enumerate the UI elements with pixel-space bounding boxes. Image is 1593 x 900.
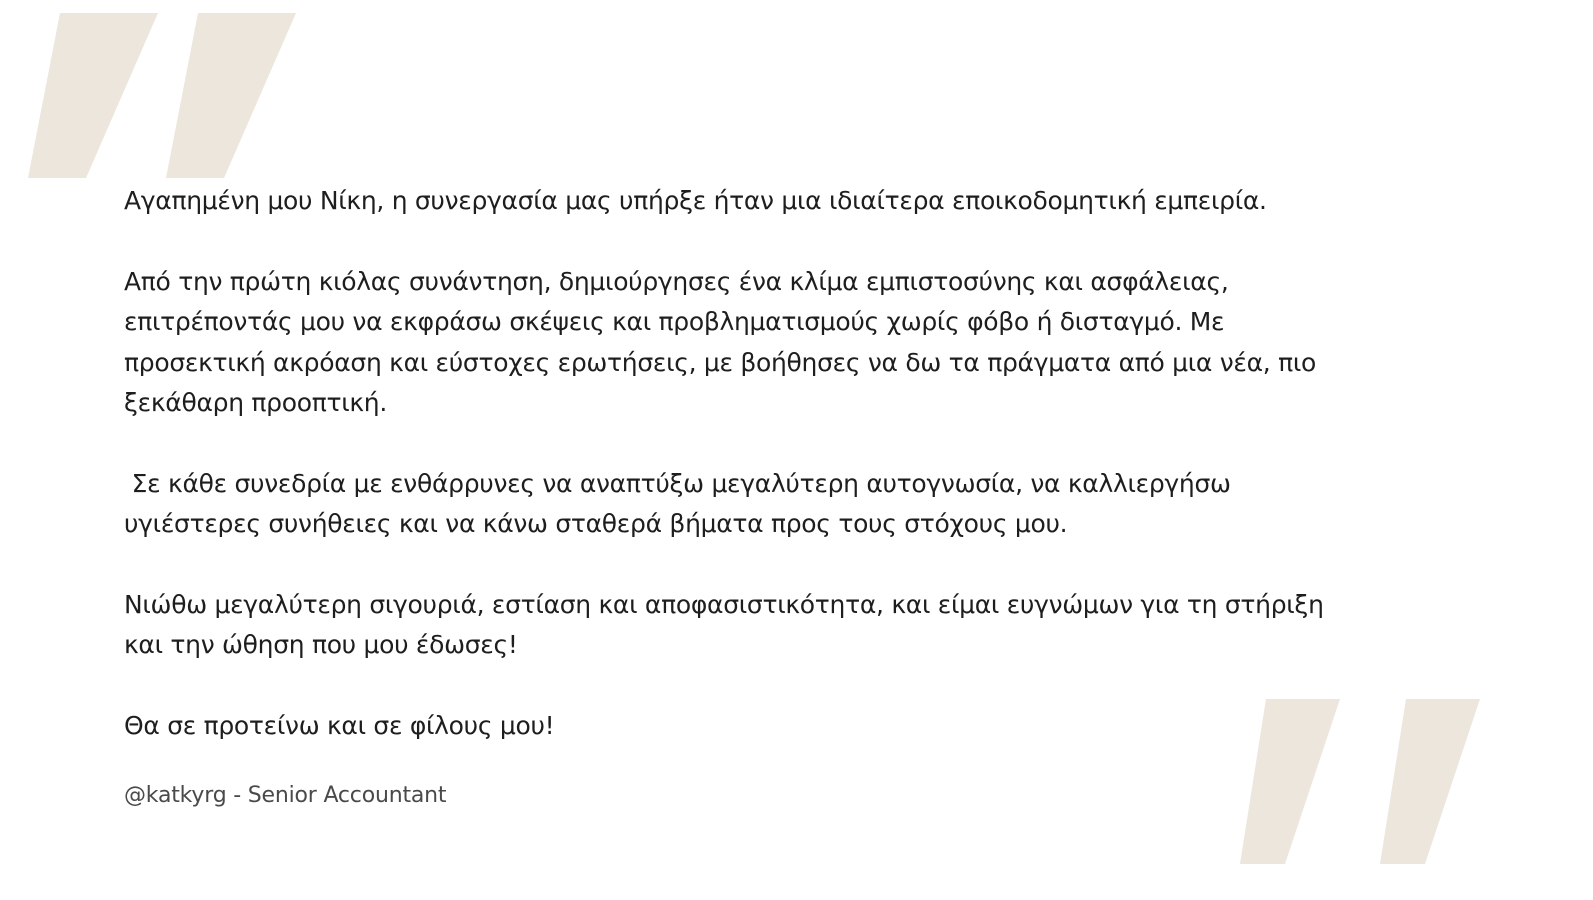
open-quote-icon: [28, 13, 298, 178]
testimonial-paragraph-4: Νιώθω μεγαλύτερη σιγουριά, εστίαση και αποφασιστικότητα, και είμαι ευγνώμων για τη στήριξη και την ώθηση που μου έδωσες!: [124, 590, 1324, 660]
open-quote-stroke-left: [28, 13, 158, 178]
close-quote-icon: [1240, 699, 1510, 864]
close-quote-stroke-left: [1240, 699, 1340, 864]
testimonial-signature: @katkyrg - Senior Accountant: [124, 782, 447, 808]
paragraph-spacer: [124, 545, 1464, 585]
paragraph-spacer: [124, 423, 1464, 463]
testimonial-paragraph-3: Σε κάθε συνεδρία με ενθάρρυνες να αναπτύξω μεγαλύτερη αυτογνωσία, να καλλιεργήσω υγιέστερες συνήθειες και να κάνω σταθερά βήματα προς τους στόχους μου.: [124, 468, 1231, 539]
paragraph-spacer: [124, 221, 1464, 261]
close-quote-stroke-right: [1380, 699, 1480, 864]
testimonial-paragraph-1: Αγαπημένη μου Νίκη, η συνεργασία μας υπήρξε ήταν μια ιδιαίτερα εποικοδομητική εμπειρία.: [124, 186, 1267, 215]
open-quote-stroke-right: [166, 13, 296, 178]
testimonial-paragraph-2: Από την πρώτη κιόλας συνάντηση, δημιούργησες ένα κλίμα εμπιστοσύνης και ασφάλειας, επιτρέποντάς μου να εκφράσω σκέψεις και προβληματισμούς χωρίς φόβο ή δισταγμό. Με προσεκτική ακρόαση και εύστοχες ερωτήσεις, με βοήθησες να δω τα πράγματα από μια νέα, πιο ξεκάθαρη προοπτική.: [124, 266, 1317, 418]
testimonial-paragraph-5: Θα σε προτείνω και σε φίλους μου!: [124, 711, 555, 741]
